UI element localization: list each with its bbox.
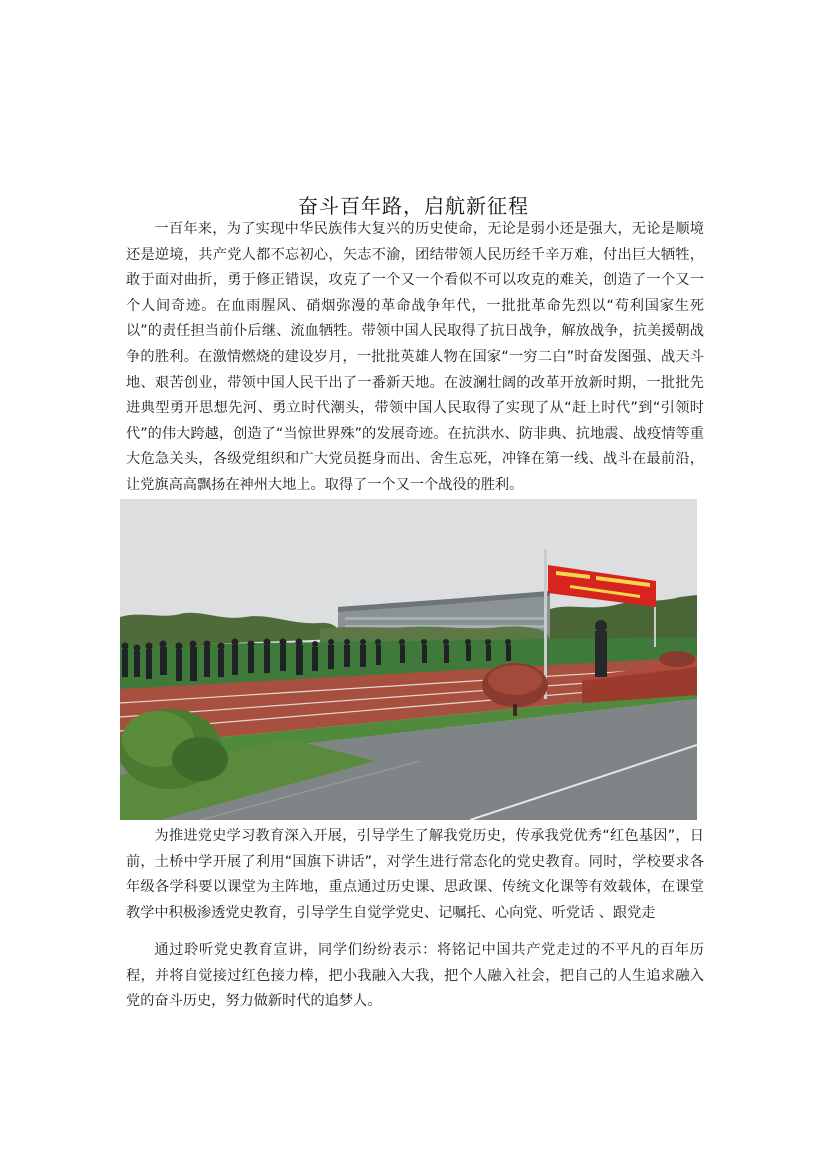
article-paragraph-1: 一百年来，为了实现中华民族伟大复兴的历史使命，无论是弱小还是强大，无论是顺境还是逆境，共产党人都不忘初心，矢志不渝，团结带领人民历经千辛万难，付出巨大牺牲，敢于面对曲折，勇于修正错误，攻克了一个又一个看似不可以攻克的难关，创造了一个又一个人间奇迹。在血雨腥风、硝烟弥漫的革命战争年代，一批批革命先烈以“苟利国家生死以”的责任担当前仆后继、流血牺牲。带领中国人民取得了抗日战争，解放战争，抗美援朝战争的胜利。在激情燃烧的建设岁月，一批批英雄人物在国家“一穷二白”时奋发图强、战天斗地、艰苦创业，带领中国人民干出了一番新天地。在波澜壮阔的改革开放新时期，一批批先进典型勇开思想先河、勇立时代潮头，带领中国人民取得了实现了从“赶上时代”到“引领时代”的伟大跨越，创造了“当惊世界殊”的发展奇迹。在抗洪水、防非典、抗地震、战疫情等重大危急关头，各级党组织和广大党员挺身而出、舍生忘死，冲锋在第一线、战斗在最前沿，让党旗高高飘扬在神州大地上。取得了一个又一个战役的胜利。	[126, 221, 704, 493]
article-paragraph-2: 为推进党史学习教育深入开展，引导学生了解我党历史，传承我党优秀“红色基因”，日前，土桥中学开展了利用“国旗下讲话”，对学生进行常态化的党史教育。同时，学校要求各年级各学科要以课堂为主阵地，重点通过历史课、思政课、传统文化课等有效载体，在课堂教学中积极渗透党史教育，引导学生自觉学党史、记嘱托、心向党、听党话 、跟党走	[126, 828, 704, 921]
assembly-photo	[120, 499, 697, 820]
article-paragraph-3: 通过聆听党史教育宣讲，同学们纷纷表示：将铭记中国共产党走过的不平凡的百年历程，并将自觉接过红色接力棒，把小我融入大我，把个人融入社会，把自己的人生追求融入党的奋斗历史，努力做新时代的追梦人。	[126, 942, 704, 1010]
article-title: 奋斗百年路，启航新征程	[298, 194, 529, 218]
speaker-figure	[595, 620, 607, 677]
